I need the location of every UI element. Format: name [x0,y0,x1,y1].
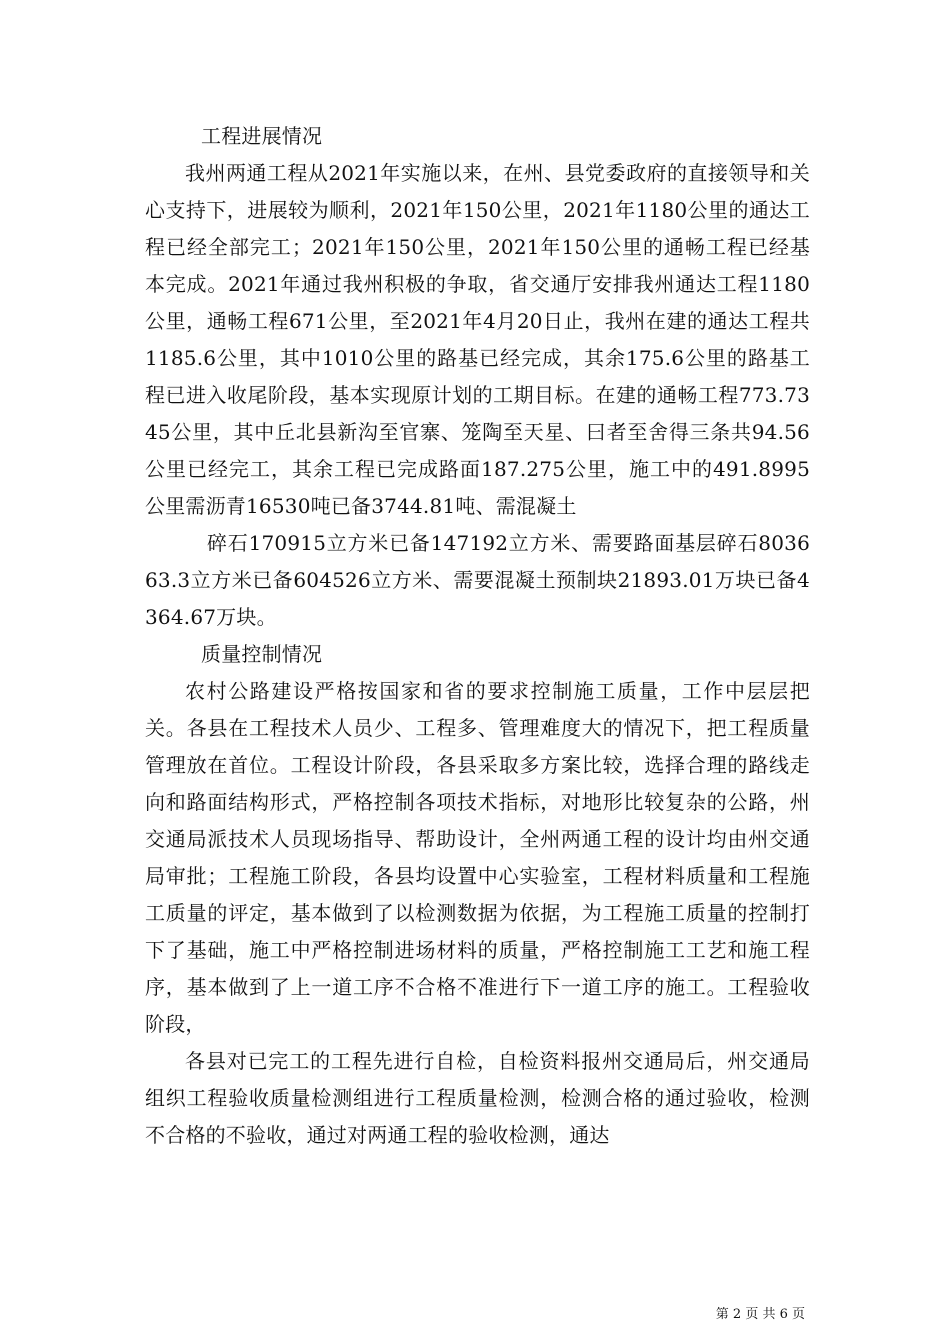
section-heading-quality: 质量控制情况 [201,642,323,666]
section-heading-progress: 工程进展情况 [201,124,323,148]
paragraph-quality-control: 农村公路建设严格按国家和省的要求控制施工质量，工作中层层把关。各县在工程技术人员少、工程多、管理难度大的情况下，把工程质量管理放在首位。工程设计阶段，各县采取多方案比较，选择合理的路线走向和路面结构形式，严格控制各项技术指标，对地形比较复杂的公路，州交通局派技术人员现场指导、帮助设计，全州两通工程的设计均由州交通局审批；工程施工阶段，各县均设置中心实验室，工程材料质量和工程施工质量的评定，基本做到了以检测数据为依据，为工程施工质量的控制打下了基础，施工中严格控制进场材料的质量，严格控制施工工艺和施工程序，基本做到了上一道工序不合格不准进行下一道工序的施工。工程验收阶段， [145,679,810,1036]
paragraph-acceptance: 各县对已完工的工程先进行自检，自检资料报州交通局后，州交通局组织工程验收质量检测组进行工程质量检测，检测合格的通过验收，检测不合格的不验收，通过对两通工程的验收检测，通达 [145,1049,810,1147]
paragraph-progress-details: 我州两通工程从2021年实施以来，在州、县党委政府的直接领导和关心支持下，进展较为顺利，2021年150公里，2021年1180公里的通达工程已经全部完工；2021年150公里，2021年150公里的通畅工程已经基本完成。2021年通过我州积极的争取，省交通厅安排我州通达工程1180公里，通畅工程671公里，至2021年4月20日止，我州在建的通达工程共1185.6公里，其中1010公里的路基已经完成，其余175.6公里的路基工程已进入收尾阶段，基本实现原计划的工期目标。在建的通畅工程773.7345公里，其中丘北县新沟至官寨、笼陶至天星、曰者至舍得三条共94.56公里已经完工，其余工程已完成路面187.275公里，施工中的491.8995公里需沥青16530吨已备3744.81吨、需混凝土 [145,161,810,518]
document-body [145,118,810,1154]
page-number-footer: 第 2 页 共 6 页 [715,1307,805,1322]
paragraph-materials: 碎石170915立方米已备147192立方米、需要路面基层碎石803663.3立方米已备604526立方米、需要混凝土预制块21893.01万块已备4364.67万块。 [145,531,810,629]
